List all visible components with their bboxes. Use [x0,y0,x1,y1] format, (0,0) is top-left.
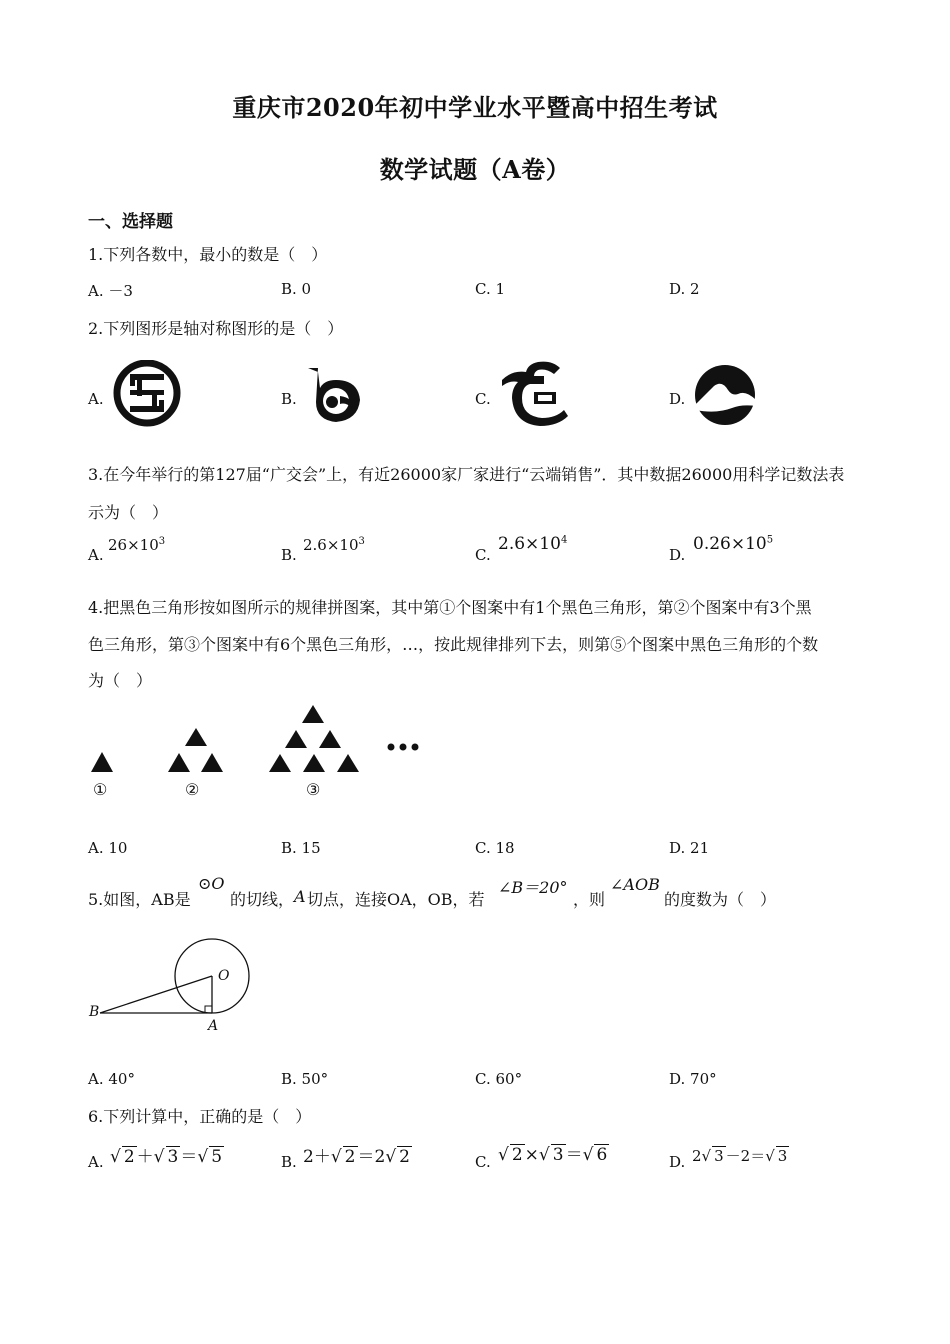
q6-c-eq: ＝ [565,1145,583,1165]
q6-option-c-letter[interactable]: C. [475,1153,491,1171]
q5-stem-part2: 的切线， [230,890,295,909]
q2-option-a[interactable]: A. [88,390,104,408]
q6-b-eq: ＝2 [357,1147,386,1167]
q5-option-d[interactable]: D. 70° [669,1070,717,1088]
pattern-label-1: ① [93,780,108,799]
q3-option-b-value [303,536,365,554]
q6-option-d-expr: 2√ 3 －2＝√ 3 [692,1147,788,1165]
q4-stem-line1: 4.把黑色三角形按如图所示的规律拼图案，其中第①个图案中有1个黑色三角形，第②个图案中有3个黑 [88,598,812,617]
q5-option-a[interactable]: A. 40° [88,1070,135,1088]
q6-b-radicand-2: 2 [399,1147,410,1167]
q6-d-op: －2＝ [725,1147,766,1165]
q5-stem-part5: 的度数为（ ） [664,890,777,909]
pattern-label-3: ③ [306,780,321,799]
q3-a-mantissa: 26 [108,536,128,554]
q5-angle-b: ∠B＝20° [498,878,568,897]
q6-option-b-letter[interactable]: B. [281,1153,297,1171]
q1-option-a[interactable]: A. －3 [88,282,133,300]
q6-option-a-expr: √ 2 ＋√ 3 ＝√ 5 [110,1147,223,1167]
q3-c-mantissa: 2.6 [498,534,526,554]
q3-option-d-letter[interactable]: D. [669,546,686,564]
logo-a-icon [112,360,186,430]
figure-label-a: A [208,1018,219,1034]
q3-c-times: ×10 [525,534,561,554]
logo-d-icon [692,364,758,426]
q6-a-radicand-2: 3 [167,1147,179,1167]
q6-c-op: × [524,1145,539,1165]
q4-option-b[interactable]: B. 15 [281,839,321,857]
q5-point-a: A [294,887,306,906]
q6-b-num: 2 [303,1147,314,1167]
q2-option-c[interactable]: C. [475,390,491,408]
q3-b-mantissa: 2.6 [303,536,327,554]
q6-b-radicand-1: 2 [344,1147,356,1167]
q5-option-c[interactable]: C. 60° [475,1070,523,1088]
q6-a-eq: ＝ [180,1147,198,1167]
q3-c-exp: 4 [560,534,568,546]
q3-option-a-letter[interactable]: A. [88,546,104,564]
q3-d-times: ×10 [730,534,767,554]
logo-c-icon [498,360,574,428]
q3-option-d-value [693,534,773,554]
q6-d-radicand-2: 3 [777,1147,788,1165]
figure-label-o: O [218,968,230,984]
triangle-pattern-figure [80,700,440,810]
q3-option-c-value [498,534,567,554]
ellipsis-dot-icon [400,744,407,751]
q1-option-d[interactable]: D. 2 [669,280,700,298]
ellipsis-dot-icon [412,744,419,751]
q1-option-b[interactable]: B. 0 [281,280,312,298]
q6-a-radicand-1: 2 [123,1147,135,1167]
q5-stem-part3: 切点，连接OA，OB，若 [307,890,485,909]
ellipsis-dot-icon [388,744,395,751]
q6-option-c-expr: √ 2 ×√ 3 ＝√ 6 [498,1145,608,1165]
q6-option-d-letter[interactable]: D. [669,1153,686,1171]
q5-angle-aob: ∠AOB [610,875,660,894]
q5-stem-part1: 5.如图，AB是 [88,890,191,909]
q2-stem: 2.下列图形是轴对称图形的是（ ） [88,319,344,338]
q6-a-radicand-3: 5 [211,1147,223,1167]
q6-option-b-expr: 2＋√ 2 ＝2√ 2 [303,1147,410,1167]
q3-b-times: ×10 [326,536,359,554]
q2-option-d[interactable]: D. [669,390,686,408]
q6-a-op: ＋ [136,1147,154,1167]
q3-d-exp: 5 [766,534,774,546]
q6-d-num: 2 [692,1147,702,1165]
q1-stem: 1.下列各数中，最小的数是（ ） [88,245,328,264]
q3-option-b-letter[interactable]: B. [281,546,297,564]
q6-b-op: ＋ [313,1147,331,1167]
tangent-circle-figure [86,934,266,1038]
q5-circle-o: ⊙O [198,874,225,893]
q5-option-b[interactable]: B. 50° [281,1070,329,1088]
q1-option-c[interactable]: C. 1 [475,280,506,298]
q3-option-a-value [108,536,165,554]
triangle-icon [303,754,325,772]
triangle-icon [185,728,207,746]
section-heading: 一、选择题 [88,212,173,232]
q4-option-a[interactable]: A. 10 [88,839,128,857]
q4-stem-line2: 色三角形，第③个图案中有6个黑色三角形，…，按此规律排列下去，则第⑤个图案中黑色三角形的个数 [88,635,819,654]
q3-a-times: ×10 [127,536,159,554]
triangle-icon [168,753,190,772]
q4-option-d[interactable]: D. 21 [669,839,710,857]
q3-b-exp: 3 [358,536,365,547]
triangle-icon [91,752,113,772]
triangle-icon [201,753,223,772]
q3-option-c-letter[interactable]: C. [475,546,491,564]
triangle-icon [319,730,341,748]
triangle-icon [285,730,307,748]
q4-option-c[interactable]: C. 18 [475,839,515,857]
q3-stem-line2: 示为（ ） [88,503,169,522]
q3-stem-line1: 3.在今年举行的第127届“广交会”上，有近26000家厂家进行“云端销售”．其中数据26000用科学记数法表 [88,465,845,484]
exam-title: 重庆市2020年初中学业水平暨高中招生考试 [232,93,718,122]
q3-d-mantissa: 0.26 [693,534,731,554]
q4-stem-line3: 为（ ） [88,671,153,690]
q6-d-radicand-1: 3 [714,1147,724,1165]
exam-subtitle: 数学试题（A卷） [379,155,571,184]
pattern-label-2: ② [185,780,200,799]
triangle-icon [302,705,324,723]
q5-stem-part4: ，则 [573,890,606,909]
q6-c-radicand-2: 3 [552,1145,564,1165]
triangle-icon [337,754,359,772]
q2-option-b[interactable]: B. [281,390,297,408]
logo-b-icon [302,362,368,428]
q6-stem: 6.下列计算中，正确的是（ ） [88,1107,312,1126]
triangle-icon [269,754,291,772]
q3-a-exp: 3 [158,536,166,547]
q6-option-a-letter[interactable]: A. [88,1153,104,1171]
figure-label-b: B [89,1004,100,1020]
q6-c-radicand-1: 2 [511,1145,523,1165]
q6-c-radicand-3: 6 [596,1145,608,1165]
